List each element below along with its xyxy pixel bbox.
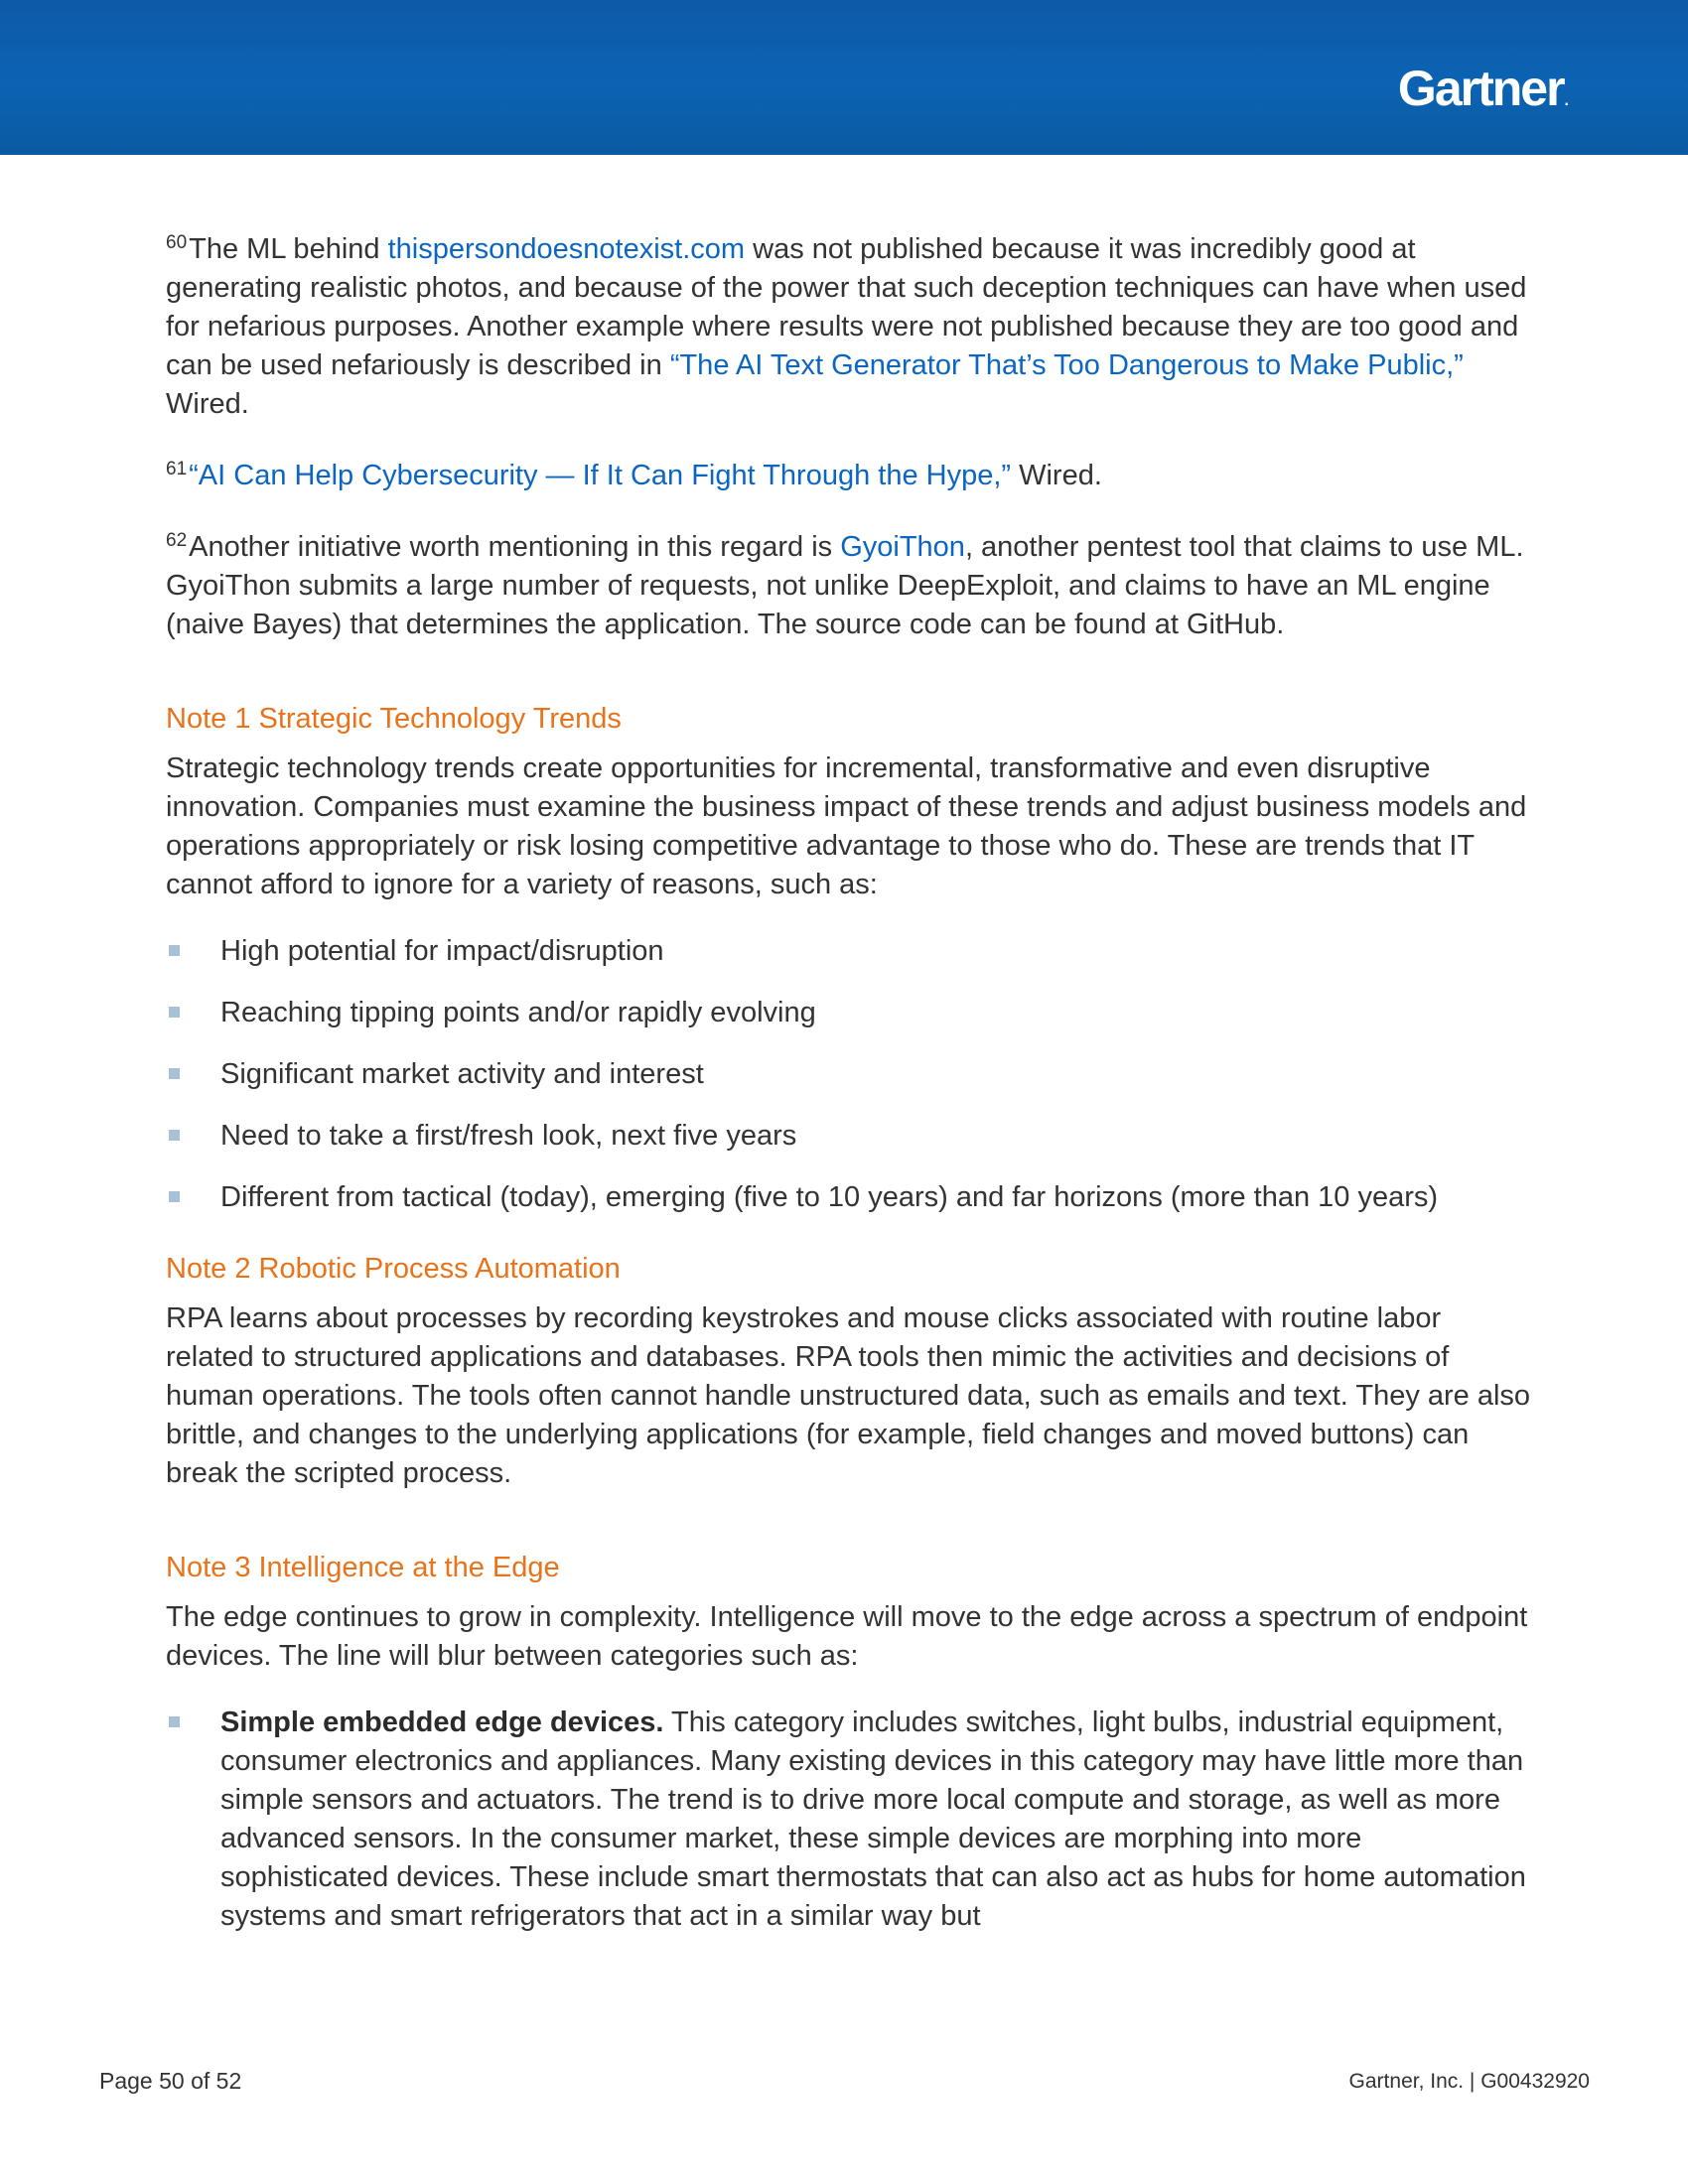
note-1-heading: Note 1 Strategic Technology Trends (166, 703, 622, 735)
note-3-bullet-list (166, 1704, 1536, 1936)
footnote-text: The ML behind (189, 233, 388, 265)
list-item (166, 1178, 1536, 1217)
list-item-text: Reaching tipping points and/or rapidly evolving (220, 997, 816, 1028)
bullet-square-icon (169, 1716, 180, 1727)
bullet-square-icon (169, 945, 180, 956)
link-gyoithon[interactable]: GyoiThon (840, 531, 965, 563)
footnote-61 (166, 457, 1536, 495)
footnote-number: 60 (166, 232, 188, 253)
footnote-number: 61 (166, 459, 188, 479)
gartner-logo[interactable] (1397, 61, 1567, 116)
list-item (166, 932, 1536, 971)
list-item-bold-term: Simple embedded edge devices. (220, 1706, 664, 1738)
bullet-square-icon (169, 1068, 180, 1079)
bullet-square-icon (169, 1191, 180, 1202)
footnote-text: Wired. (1011, 460, 1102, 491)
document-id: Gartner, Inc. | G00432920 (1348, 2070, 1590, 2093)
logo-text: Gartner (1397, 61, 1564, 116)
link-ai-cybersecurity-article[interactable]: “AI Can Help Cybersecurity — If It Can Fight Through the Hype,” (189, 460, 1012, 491)
footnote-text: was not published because it was incredibly good at generating realistic photos, and because of the power that such deception techniques can have when used for nefarious purposes. Another example where results were not published because they are too good and can be used nefariously is described in (166, 233, 1527, 381)
bullet-square-icon (169, 1007, 180, 1018)
logo-dot: . (1564, 92, 1567, 109)
list-item (166, 1704, 1536, 1936)
list-item-text: High potential for impact/disruption (220, 935, 664, 967)
note-3-body: The edge continues to grow in complexity. Intelligence will move to the edge across a spectrum of endpoint devices. The line will blur between categories such as: (166, 1601, 1528, 1672)
list-item (166, 994, 1536, 1032)
link-thispersondoesnotexist[interactable]: thispersondoesnotexist.com (387, 233, 746, 265)
footnote-text: , another pentest tool that claims to use ML. GyoiThon submits a large number of requests, not unlike DeepExploit, and claims to have an ML engine (naive Bayes) that determines the application. The source code can be found at GitHub. (166, 531, 1524, 640)
note-3-heading: Note 3 Intelligence at the Edge (166, 1552, 560, 1583)
list-item-text: Need to take a first/fresh look, next five years (220, 1120, 797, 1152)
page-content (166, 230, 1536, 1959)
footnote-62 (166, 528, 1536, 644)
header-bar (0, 0, 1688, 155)
list-item (166, 1055, 1536, 1094)
list-item (166, 1117, 1536, 1156)
note-2-body: RPA learns about processes by recording keystrokes and mouse clicks associated with routine labor related to structured applications and databases. RPA tools then mimic the activities and decisions of human operations. The tools often cannot handle unstructured data, such as emails and text. They are also brittle, and changes to the underlying applications (for example, field changes and moved buttons) can break the scripted process. (166, 1302, 1531, 1489)
list-item-text: Significant market activity and interest (220, 1058, 704, 1090)
footnote-text: Another initiative worth mentioning in this regard is (189, 531, 841, 563)
list-item-text: This category includes switches, light bulbs, industrial equipment, consumer electronics and appliances. Many existing devices in this category may have little more than simple sensors and actuators. The trend is to drive more local compute and storage, as well as more advanced sensors. In the consumer market, these simple devices are morphing into more sophisticated devices. These include smart thermostats that can also act as hubs for home automation systems and smart refrigerators that act in a similar way but (220, 1706, 1526, 1932)
note-1-body: Strategic technology trends create opportunities for incremental, transformative and even disruptive innovation. Companies must examine the business impact of these trends and adjust business models and operations appropriately or risk losing competitive advantage to those who do. These are trends that IT cannot afford to ignore for a variety of reasons, such as: (166, 752, 1527, 900)
footnote-text: Wired. (166, 388, 249, 420)
note-2-heading: Note 2 Robotic Process Automation (166, 1253, 621, 1285)
footnote-number: 62 (166, 530, 188, 551)
link-ai-text-generator-article[interactable]: “The AI Text Generator That’s Too Dangerous to Make Public,” (669, 349, 1464, 381)
bullet-square-icon (169, 1130, 180, 1141)
list-item-text: Different from tactical (today), emerging (five to 10 years) and far horizons (more than 10 years) (220, 1181, 1439, 1213)
note-1-bullet-list (166, 932, 1536, 1217)
footnote-60 (166, 230, 1536, 424)
page-number: Page 50 of 52 (99, 2068, 242, 2094)
